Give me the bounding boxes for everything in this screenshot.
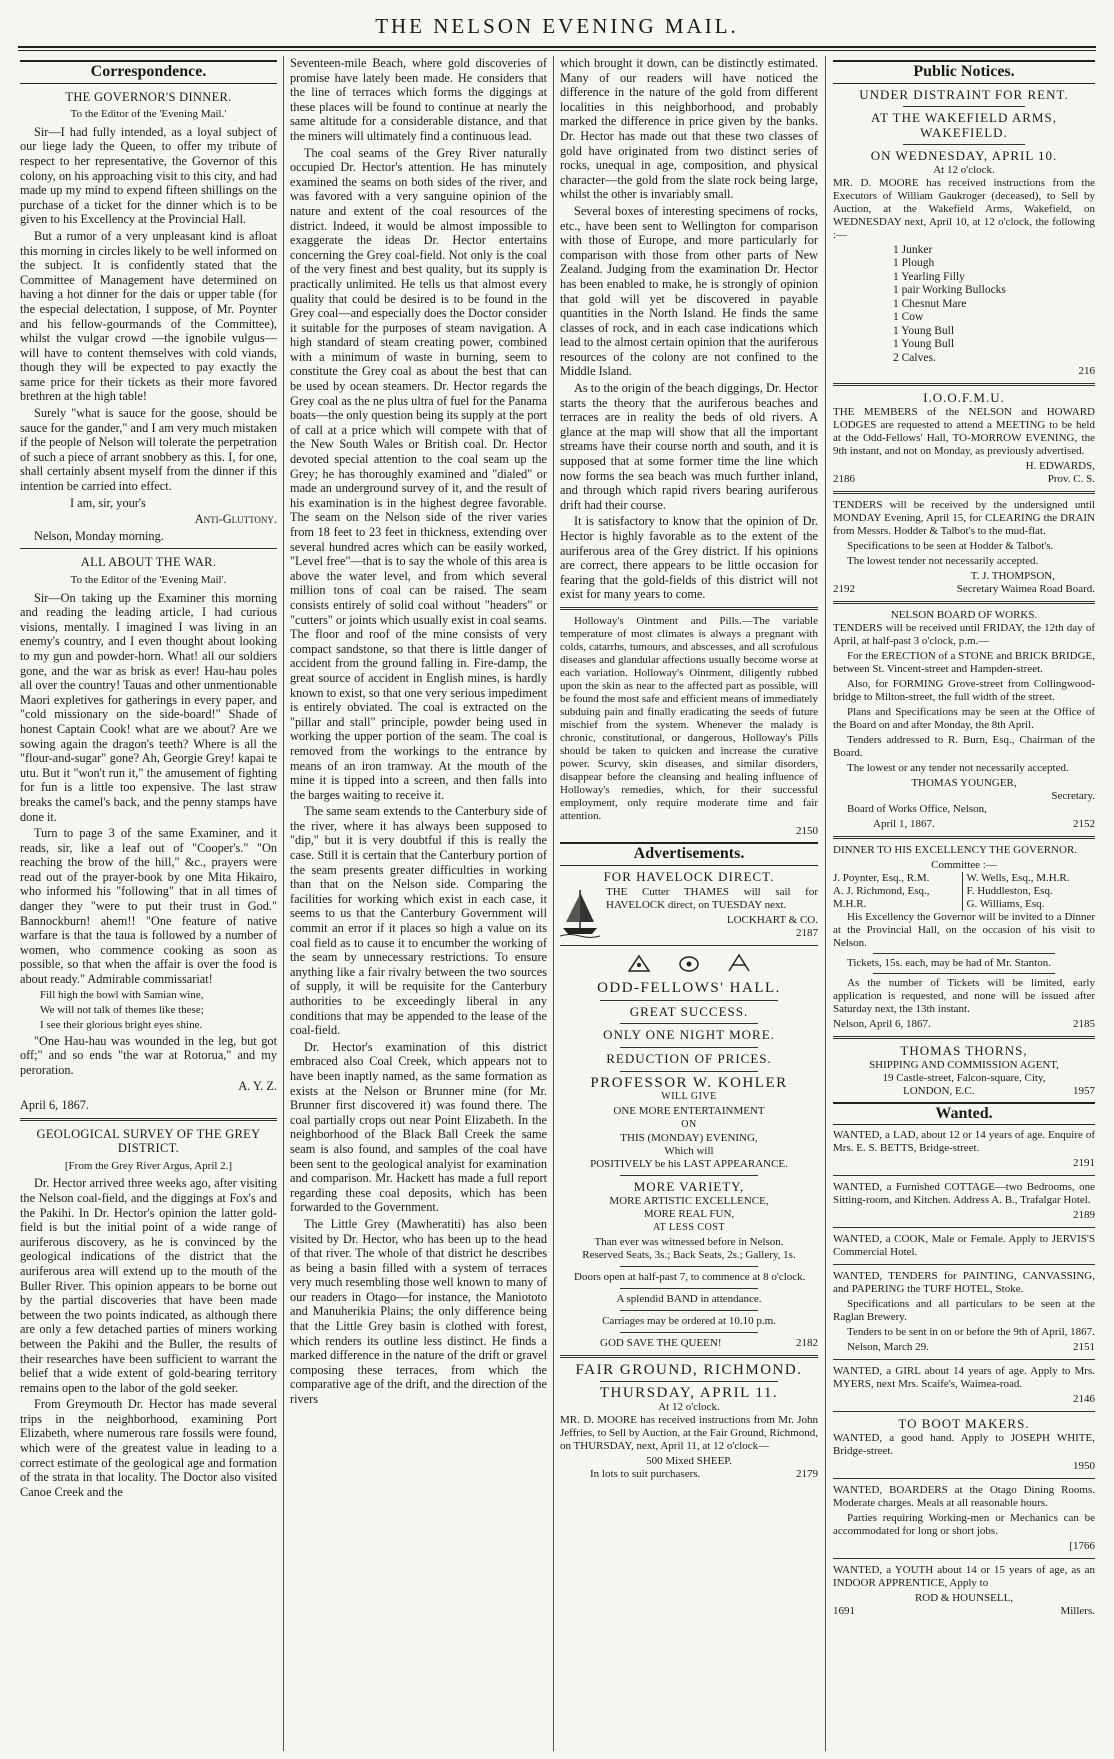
notice-line: ON WEDNESDAY, APRIL 10. [870,148,1058,164]
notice-footer-row [833,473,1095,486]
paragraph: Several boxes of interesting specimens of rocks, etc., have been sent to Wellington for comparison with those of Europe, and more particularly for comparison with those from other parts of New Zealand. Judging from the examination Dr. Hector has been enabled to make, he is strongly of opinion that gold will yet be discovered in payable quantities in the North Island. He finds the same classes of rock, and in each case indications which lead to the almost certain opinion that the auriferous resources of the colony are not confined to the Middle Island. [560,203,818,379]
notice-text: As the number of Tickets will be limited, early application is requested, and none will be issued after Saturday next, the 13th instant. [833,977,1095,1016]
notice-text: DINNER TO HIS EXCELLENCY THE GOVERNOR. [833,844,1078,857]
ad-line: GREAT SUCCESS. [629,1003,749,1019]
notice-text: TENDERS will be received by the undersigned until MONDAY Evening, April 15, for CLEARING the DRAIN from Messrs. Hodder & Talbot's to the mud-flat. [833,499,1095,538]
divider [620,1023,758,1024]
ad-heading: FOR HAVELOCK DIRECT. [603,868,775,884]
divider [833,1411,1095,1412]
wanted-ad-heading: TO BOOT MAKERS. [898,1416,1030,1432]
ad-line: REDUCTION OF PRICES. [606,1050,772,1066]
ad-line: Which will [664,1145,714,1158]
article-title: THE GOVERNOR'S DINNER. [65,89,232,104]
notice-footer-row [833,583,1095,596]
notice-signature: T. J. THOMPSON, [970,570,1055,583]
notice-text: Tickets, 15s. each, may be had of Mr. Stanton. [847,957,1051,970]
ad-text: MR. D. MOORE has received instructions from Mr. John Jeffries, to Sell by Auction, at the Fair Ground, Richmond, on THURSDAY, next, April 11, at 12 o'clock— [560,1413,818,1452]
paragraph: But a rumor of a very unpleasant kind is afloat this morning in circles likely to be well informed on the subject. It is confidently stated that the Committee of Management have determined on having a hot dinner for the dais or upper table (for the especial delectation, I suppose, of Mr. Poynter and his fellow-gourmands of the Committee), whilst the vulgar crowd —the ignobile vulgus—will have to content themselves with cold viands, though they will be expected to pay exactly the same price for their tickets as their more favored brethren at the high table! [20,228,277,404]
divider [833,1036,1095,1039]
notice-text: MR. D. MOORE has received instructions from the Executors of William Gaukroger (deceased), to Sell by Auction, at the Wakefield Arms, Wakefield, on WEDNESDAY next, April 10, at 12 o'clock, the following :— [833,176,1095,241]
notice-line: UNDER DISTRAINT FOR RENT. [859,86,1069,102]
divider [833,601,1095,604]
divider [620,1266,758,1267]
list-item: F. Huddleston, Esq. [966,885,1053,898]
divider [873,953,1055,954]
ad-line: 500 Mixed SHEEP. [646,1454,732,1467]
ad-line: POSITIVELY be his LAST APPEARANCE. [590,1158,788,1171]
auction-item-list [833,244,1095,366]
masthead-rule [18,46,1096,51]
notice-text: TENDERS will be received until FRIDAY, the 12th day of April, at half-past 3 o'clock, p.m.— [833,622,1095,648]
paragraph: As to the origin of the beach diggings, Dr. Hector starts the theory that the auriferous beaches and terraces are in reality the beds of old rivers. A glance at the map will show that all the important streams have their course north and south, and it is supposed that at some former time the line which now forms the sea beach was much further inland, and through which rapid rivers bearing auriferous drift had their course. [560,381,818,512]
paragraph: Surely "what is sauce for the goose, should be sauce for the gander," and I am very much mistaken if the people of Nelson will tolerate the perpetration of such a piece of arrant snobbery as this. I, for one, shall certainly absent myself from the dinner if this intention be carried into effect. [20,406,277,494]
list-item: G. Williams, Esq. [966,898,1045,911]
committee-label: Committee :— [931,859,997,872]
ad-line: Doors open at half-past 7, to commence at 8 o'clock. [574,1270,806,1283]
notice-line: SHIPPING AND COMMISSION AGENT, [869,1058,1059,1071]
article-title: GEOLOGICAL SURVEY OF THE GREY DISTRICT. [36,1126,261,1156]
ad-footer-row [833,1605,1095,1618]
ad-heading: FAIR GROUND, RICHMOND. [575,1361,803,1378]
notice-footer-row [833,818,1095,831]
list-item: 1 Junker [893,243,933,256]
divider [903,106,1025,107]
notice-signature-title: Secretary. [1051,790,1095,803]
list-item: J. Poynter, Esq., R.M. [833,872,930,885]
list-item: 1 pair Working Bullocks [893,284,1006,297]
divider [600,1000,778,1001]
ad-footer-row [833,1341,1095,1354]
committee-list [833,872,1095,911]
section-heading: Public Notices. [833,60,1095,84]
notice-footer-row [833,1085,1095,1098]
ad-number: 2189 [1073,1209,1095,1222]
ad-line: ON [681,1118,697,1130]
divider [833,383,1095,386]
ad-line: Than ever was witnessed before in Nelson. [594,1235,784,1248]
divider [600,1381,778,1382]
paragraph: Dr. Hector arrived three weeks ago, after visiting the Nelson coal-field, and the diggings at Fox's and the Pakihi. In Dr. Hector's opinion the latter gold-field is but the initial point of a wide range of auriferous discovery, as he is convinced by the geological indications of the district that the auriferous area will extend up to the mouth of the Buller River. This opinion appears to be borne out by the partial discoveries that have been made between the two points indicated, as although there are only a few detached parties of miners working between the Pakihi and the Buller, the results of their researches have been sufficient to warrant the belief that a wide extent of gold-bearing territory remains open to the labor of the gold seeker. [20,1176,277,1395]
divider [620,1175,758,1176]
list-item: M.H.R. [833,898,867,911]
divider [833,1264,1095,1265]
wanted-ad: WANTED, a YOUTH about 14 or 15 years of age, as an INDOOR APPRENTICE, Apply to [833,1563,1095,1589]
ad-line: In lots to suit purchasers. [590,1467,701,1480]
letter-closing: I am, sir, your's [70,495,146,510]
ad-line: MORE VARIETY, [633,1179,745,1195]
section-heading: Advertisements. [560,842,818,866]
notice-footer-row [833,1018,1095,1031]
ad-line: THIS (MONDAY) EVENING, [620,1132,758,1145]
holloway-notice: Holloway's Ointment and Pills.—The variable temperature of most climates is always a pregnant with colds, catarrhs, tumours, and abscesses, and all scrofulous diseases and glandular affections usually become worse at each variation. Holloway's Ointment, diligently rubbed upon the skin as near to the affected part as possible, will be found the most safe and efficient means of immediately subduing pain and finally eradicating the seeds of future mischief from the system. Whenever the malady is chronic, constitutional, or dangerous, Holloway's Pills should be taken to quicken and increase the curative power. Scurvy, skin diseases, and similar disorders, disappear before the cleansing and healing influence of Holloway's remedies, which, for their successful employment, only require moderate time and fair attention. [560,614,818,822]
column-4 [833,56,1095,1751]
ad-line: PROFESSOR W. KOHLER [590,1074,788,1091]
notice-line: LONDON, E.C. [903,1084,975,1097]
ad-line: A splendid BAND in attendance. [616,1292,762,1305]
ad-number: 2192 [833,583,855,596]
divider [20,548,277,549]
notice-text: The lowest or any tender not necessarily accepted. [847,762,1069,775]
notice-text: The lowest tender not necessarily accepted. [847,555,1039,568]
ad-text: THE Cutter THAMES will sail for HAVELOCK direct, on TUESDAY next. [606,886,818,912]
source-line: [From the Grey River Argus, April 2.] [64,1159,233,1172]
list-item: 1 Young Bull [893,324,955,337]
ad-line: AT LESS COST [653,1221,725,1233]
column-rule [825,56,826,1751]
ad-line: ONE MORE ENTERTAINMENT [613,1104,765,1117]
paragraph: Turn to page 3 of the same Examiner, and it reads, sir, like a leaf out of "Cooper's." "On reaching the brow of the hill," &c., prayers were read out of the prayer-book by one Mita Hikairo, who informed his "following" that in all times of danger they "were to put their trust in God." Bannockburn! ahem!! "One feature of native warfare is that the taua is followed by a number of women, who commence cooking as soon as possible, so that when the affair is over the food is about ready." Admirable commissariat! [20,826,277,987]
notice-line: At 12 o'clock. [933,163,995,176]
ad-number: 1957 [1073,1084,1095,1097]
notice-text: Specifications to be seen at Hodder & Talbot's. [847,540,1054,553]
wanted-ad: WANTED, BOARDERS at the Otago Dining Rooms. Moderate charges. Meals at all reasonable hours. [833,1483,1095,1509]
divider [833,1359,1095,1360]
paragraph: Seventeen-mile Beach, where gold discoveries of promise have lately been made. He considers that the line of terraces which forms the diggings at these places will be found to continue at nearly the same altitude for a considerable distance, and that the miners will ultimately find a continuous lead. [290,56,547,143]
paragraph: The Little Grey (Mawheratiti) has also been visited by Dr. Hector, who has been up to the head of that river. The whole of that district he describes as being a basin filled with a system of terraces very much resembling those well known to many of our readers in Otago—for instance, the Maniototo and Manuherikia Plains; the only difference being that the Little Grey basin is clothed with forest, which renders its outline less distinct. He finds a marked difference in the nature of the drift or gravel composing these terraces, from which the comparative age of the drift, and the direction of the rivers [290,1216,547,1407]
letter-date: Nelson, Monday morning. [34,528,164,543]
paragraph: Sir—On taking up the Examiner this morning and reading the leading article, I had curious visions, mentally. I imagined I was living in an enemy's country, and I even thought about looking to my gun and powder-horn. What! all our soldiers gone, and the war as brisk as ever! Hau-hau poles all over the country! Tauas and other unmentionable Maori expletives for gatherings in every paper, and "cold missionary on the side-board!" Shade of honest Captain Cook! what are we about? Are we sowing again the dragon's teeth? Where is all the "flour-and-sugar" gone? Ah, Georgie Grey! kapai te utu. But it "won't run it," the amusement of fighting for fun is a little too expensive. The last straw breaks the camel's back, and the penny stamps have done it. [20,590,277,824]
list-item: 2 Calves. [893,351,936,364]
divider [20,1118,277,1121]
ad-signature: LOCKHART & CO. [726,914,818,927]
notice-text: For the ERECTION of a STONE and BRICK BRIDGE, between St. Vincent-street and Hampden-street. [833,650,1095,676]
list-item: 1 Plough [893,257,935,270]
list-item: 1 Young Bull [893,338,955,351]
divider [833,491,1095,494]
notice-signature-title: Prov. C. S. [1047,473,1095,486]
divider [620,1047,758,1048]
article-title: ALL ABOUT THE WAR. [80,555,217,570]
letter-date: April 6, 1867. [20,1098,89,1112]
wanted-ad-signature: ROD & HOUNSELL, [914,1591,1014,1604]
ad-line: ONLY ONE NIGHT MORE. [603,1027,775,1043]
ship-icon [560,888,600,938]
paragraph: From Greymouth Dr. Hector has made several trips in the neighborhood, examining Port Elizabeth, where numerous rare fossils were found, which were of the greatest value in leading to a correct estimate of the geological age and formation of the strata in that locality. The Doctor also visited Canoe Creek and the [20,1397,277,1499]
notice-heading: I.O.O.F.M.U. [923,390,1005,406]
wanted-ad-text: Parties requiring Working-men or Mechanics can be accommodated for long or short jobs. [833,1511,1095,1537]
paragraph: Sir—I had fully intended, as a loyal subject of our liege lady the Queen, to offer my tribute of respect to her representative, the Governor of this colony, on his approaching visit to this city, and had made up my mind to expend fifteen shillings on the purchase of a ticket for the dinner which is to be given to his Excellency at the Provincial Hall. [20,124,277,227]
ad-number: 2187 [796,927,818,940]
notice-signature: H. EDWARDS, [1025,460,1095,473]
divider [833,1175,1095,1176]
ad-number: [1766 [1069,1539,1095,1552]
list-item: 1 Yearling Filly [893,270,965,283]
section-heading: Wanted. [833,1102,1095,1126]
column-2 [290,56,547,1751]
wanted-ad: WANTED, a LAD, about 12 or 14 years of age. Enquire of Mrs. E. S. BETTS, Bridge-street. [833,1129,1095,1155]
divider [833,836,1095,839]
notice-signature-title: Secretary Waimea Road Board. [956,583,1095,596]
ad-number: 1950 [1073,1459,1095,1472]
paragraph: which brought it down, can be distinctly estimated. Many of our readers will have noticed the difference in the nature of the gold from different localities in this neighborhood, and probably marked the difference in price given by the banks. Dr. Hector has made out that these two classes of gold have originated from two distinct series of rocks, unequal in age, composition, and physical character—the gold from the slate rock being large, whilst the other is invariably small. [560,56,818,202]
notice-text: Plans and Specifications may be seen at the Office of the Board on and after Monday, the 8th April. [833,706,1095,732]
notice-text: His Excellency the Governor will be invited to a Dinner at the Provincial Hall, on the occasion of his visit to Nelson. [833,911,1095,950]
column-1 [20,56,277,1751]
wanted-ad: WANTED, a good hand. Apply to JOSEPH WHITE, Bridge-street. [833,1431,1095,1457]
divider [903,144,1025,145]
verse-line: We will not talk of themes like these; [40,1003,204,1016]
ad-line: Carriages may be ordered at 10.10 p.m. [602,1314,776,1327]
list-item: 1 Chesnut Mare [893,297,967,310]
paragraph: It is satisfactory to know that the opinion of Dr. Hector is highly favorable as to the extent of the auriferous area of the Grey district. If his opinions are correct, there appears to be little occasion for fearing that the gold-fields of this district will not exist for many years to come. [560,514,818,602]
ad-number: 2186 [833,473,855,486]
divider [560,607,818,610]
ad-line: Reserved Seats, 3s.; Back Seats, 2s.; Gallery, 1s. [582,1248,796,1261]
ad-signature-row [606,914,818,927]
notice-date: April 1, 1867. [873,818,935,831]
notice-text: Tenders addressed to R. Burn, Esq., Chairman of the Board. [833,734,1095,760]
notice-heading: NELSON BOARD OF WORKS. [890,609,1038,622]
wanted-ad-signature-title: Millers. [1060,1604,1095,1617]
ad-line: THURSDAY, APRIL 11. [599,1385,779,1402]
divider [833,1558,1095,1559]
divider [560,1355,818,1358]
divider [620,1288,758,1289]
divider [833,1227,1095,1228]
ad-line: WILL GIVE [661,1091,717,1103]
list-item: W. Wells, Esq., M.H.R. [966,872,1070,885]
ad-heading: ODD-FELLOWS' HALL. [597,980,781,997]
notice-line: WAKEFIELD. [920,124,1008,140]
wanted-ad-text: Tenders to be sent in on or before the 9th of April, 1867. [847,1326,1095,1339]
oddfellows-emblem-icon [624,951,754,977]
wanted-ad: WANTED, a GIRL about 14 years of age. Apply to Mrs. MYERS, next Mrs. Scaife's, Waimea-road. [833,1365,1095,1391]
column-rule [553,56,554,1751]
ad-number: 2150 [796,824,818,837]
committee-left [833,872,962,911]
ad-line: GOD SAVE THE QUEEN! [600,1336,722,1349]
to-editor-line: To the Editor of the 'Evening Mail'. [70,574,227,586]
notice-date: Nelson, March 29. [847,1341,929,1354]
notice-line: AT THE WAKEFIELD ARMS, [871,110,1057,126]
divider [620,1332,758,1333]
ad-footer-row [560,1337,818,1350]
notice-date: Nelson, April 6, 1867. [833,1018,931,1031]
ship-ad [560,886,818,940]
ad-line: MORE REAL FUN, [643,1207,735,1220]
paragraph: Dr. Hector's examination of this district embraced also Coal Creek, which appears not to have been inaptly named, as the same formation as exists at the Nelson or Brunner mine (for Mr. Brunner first discovered it) was found there. The coal partially crops out near Point Elizabeth. In the neighborhood of the Black Ball Creek the same seam is also found, and samples of the coal have been sent to the geological analyist for examination and comparison. Mr. Hackett has made a full report regarding these coal deposits, which has been forwarded to the Government. [290,1039,547,1215]
notice-text: Also, for FORMING Grove-street from Collingwood-bridge to Milton-street, the full width of the street. [833,678,1095,704]
notice-signature: THOMAS YOUNGER, [911,777,1017,790]
ad-line: MORE ARTISTIC EXCELLENCE, [609,1194,769,1207]
ad-number: 2182 [796,1336,818,1349]
list-item: A. J. Richmond, Esq., [833,885,930,898]
divider [620,1310,758,1311]
notice-line: THOMAS THORNS, [900,1043,1028,1059]
wanted-ad: WANTED, a COOK, Male or Female. Apply to JERVIS'S Commercial Hotel. [833,1233,1095,1259]
signature: Anti-Gluttony. [194,512,277,527]
notice-text: Board of Works Office, Nelson, [847,803,987,816]
wanted-ad: WANTED, a Furnished COTTAGE—two Bedrooms, one Sitting-room, and Kitchen. Address A. B., Trafalgar Hotel. [833,1181,1095,1207]
column-3 [560,56,818,1751]
ad-number: 2185 [1073,1018,1095,1031]
ad-number: 1691 [833,1604,855,1617]
to-editor-line: To the Editor of the 'Evening Mail.' [70,108,227,121]
column-rule [283,56,284,1751]
paragraph: "One Hau-hau was wounded in the leg, but got off;" and so ends "the war at Rotorua," and my peroration. [20,1033,277,1077]
verse-line: Fill high the bowl with Samian wine, [40,988,204,1001]
divider [620,1071,758,1072]
list-item: 1 Cow [893,311,924,324]
ad-number: 2152 [1073,818,1095,831]
wanted-ad-text: Specifications and all particulars to be seen at the Raglan Brewery. [833,1298,1095,1324]
committee-right [962,872,1096,911]
masthead: THE NELSON EVENING MAIL. [375,14,739,38]
wanted-ad: WANTED, TENDERS for PAINTING, CANVASSING, and PAPERING the TURF HOTEL, Stoke. [833,1270,1095,1296]
notice-line: 19 Castle-street, Falcon-square, City, [882,1071,1046,1084]
paragraph: The coal seams of the Grey River naturally occupied Dr. Hector's attention. He has minutely examined the seams on both sides of the river, and was favored with a very sanguine opinion of the nature and extent of the coal resources of the district. Indeed, it would be almost impossible to exaggerate the ideas Dr. Hector entertains concerning the Grey coal-field. Not only is the coal of the very finest and best quality, but its supply is practically unlimited. He tells us that almost every quality that could be desired is to be found in the Grey coal—and especially does the Doctor consider it suitable for the purposes of steam navigation. A high standard of steam creating power, combined with a minimum of waste in burning, seem to constitute the Grey coal as about the best that can be used by ocean steamers. Dr. Hector regards the Grey coal as the ne plus ultra of fuel for the Panama boats—the only question being its supply at the port of call at a price which will compete with that of the New South Wales or British coal. Dr. Hector devoted special attention to the coal seam up the Grey; he has thoroughly examined and "dialed" or made an underground survey of it, and the result of his examination is in the highest degree favorable. The seam on the Nelson side of the river varies from 18 feet to 23 feet in thickness, extending over several hundred acres which can be easily worked, "Level free"—that is to say the whole of this area is above the water level, and from which several million tons of coal can be raised. The seam consists entirely of solid coal without "headers" or "cutters" or joints which usually exist in coal seams. The floor and roof of the mine consists of very compact sandstone, so that there is little danger of accident from the ground falling in. Fire-damp, the great source of accident in English mines, is hardly known to exist, so that one very serious impediment is entirely obviated. The coal is extracted on the "pillar and stall" principle, powder being used in working the upper portion of the seam. The coal is removed from the workings to the entrance by means of an iron tramway. At the mouth of the mine it is tipped into a screen, and then falls into the barges waiting to receive it. [290,145,547,802]
ad-line: At 12 o'clock. [658,1400,720,1413]
verse-line: I see their glorious bright eyes shine. [40,1018,203,1031]
ad-number: 2146 [1073,1393,1095,1406]
ad-number: 2151 [1073,1341,1095,1354]
ad-number: 216 [1078,365,1095,378]
ad-number: 2179 [796,1467,818,1480]
notice-text: THE MEMBERS of the NELSON and HOWARD LODGES are requested to attend a MEETING to be held at the Odd-Fellows' Hall, TO-MORROW EVENING, the 9th instant, and not on Monday, as previously advertised. [833,406,1095,458]
signature: A. Y. Z. [238,1079,277,1094]
paragraph: The same seam extends to the Canterbury side of the river, where it has always been supposed to "dip," but it is very doubtful if this is really the case. Still it is certain that the Canterbury portion of the seam presents greater difficulties in working than that on the Nelson side. Comparing the facilities for working which exist in each case, it seems to us that the Canterbury Government will commit an error if it places so high a value on its coal field as to cause it to encumber the working of the seam by unnecessary restrictions. To ensure anything like a fair rivalry between the two sources of supply, it will be requisite for the Canterbury authorities to be exceedingly liberal in any conditions that may be appended to the lease of the coal-field. [290,804,547,1038]
ad-footer-row [560,1468,818,1481]
divider [873,973,1055,974]
divider [560,945,818,946]
divider [833,1478,1095,1479]
section-heading: Correspondence. [20,60,277,84]
ad-number: 2191 [1073,1157,1095,1170]
